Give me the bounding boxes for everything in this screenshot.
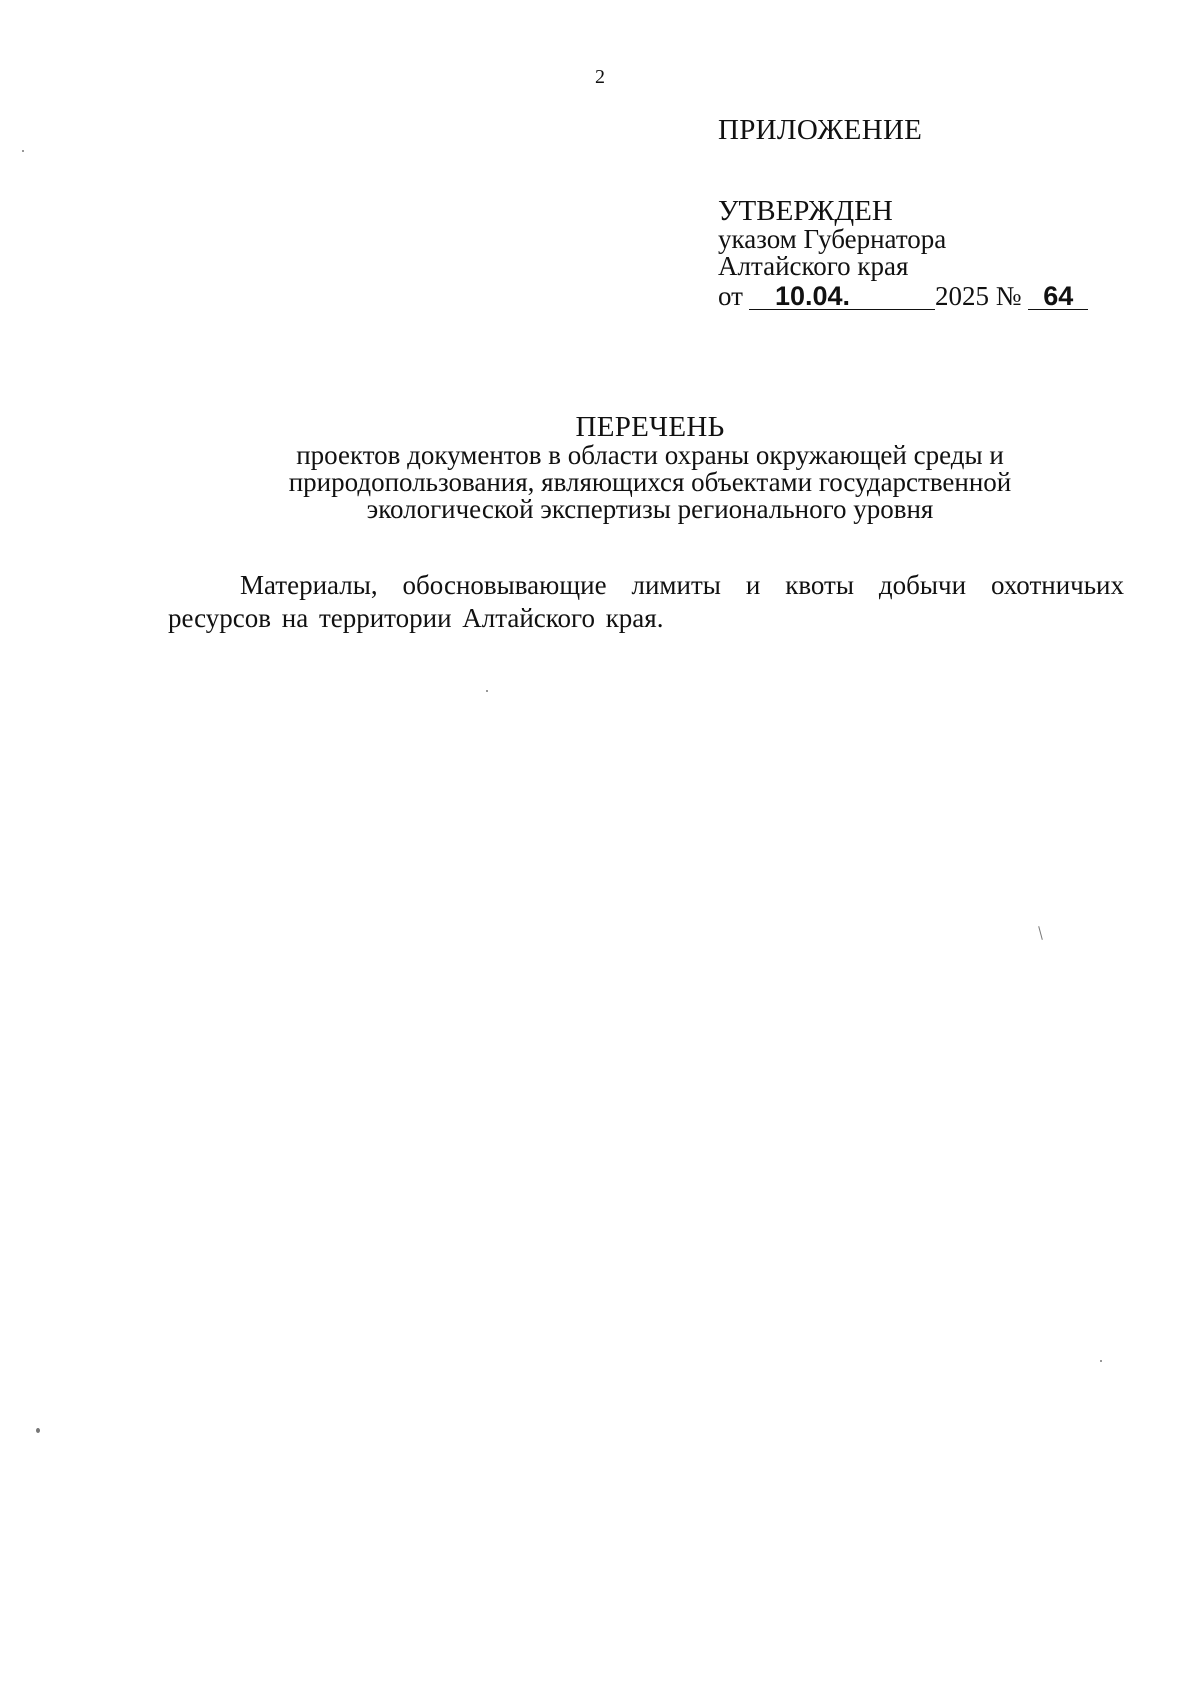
approved-by-region: Алтайского края [718, 251, 909, 281]
page-number: 2 [595, 66, 605, 88]
decree-year: 2025 [934, 281, 989, 311]
list-item-paragraph: Материалы, обосновывающие лимиты и квоты добычи охотничьих ресурсов на территории Алтайского края. [168, 570, 1124, 633]
scan-speck [1100, 1360, 1102, 1362]
approved-label: УТВЕРЖДЕН [718, 195, 893, 227]
document-subtitle-line-1: проектов документов в области охраны окружающей среды и [296, 440, 1004, 470]
scan-speck [486, 690, 488, 692]
decree-number-label: № [995, 281, 1022, 311]
document-subtitle-line-2: природопользования, являющихся объектами государственной [288, 467, 1012, 497]
scan-speck [36, 1428, 40, 1433]
decree-number-value: 64 [1028, 283, 1088, 310]
document-subtitle-line-3: экологической экспертизы регионального уровня [366, 494, 934, 524]
approval-stamp-block [718, 114, 1138, 312]
approved-by-line: указом Губернатора [718, 224, 947, 254]
decree-date-value: 10.04. [749, 283, 935, 310]
document-title-block [0, 412, 1200, 523]
scan-speck [22, 150, 24, 152]
decree-date-line [718, 280, 1138, 312]
document-title: ПЕРЕЧЕНЬ [575, 411, 725, 443]
date-from-label: от [718, 281, 743, 311]
appendix-label: ПРИЛОЖЕНИЕ [718, 114, 923, 146]
scan-speck [1038, 926, 1043, 940]
